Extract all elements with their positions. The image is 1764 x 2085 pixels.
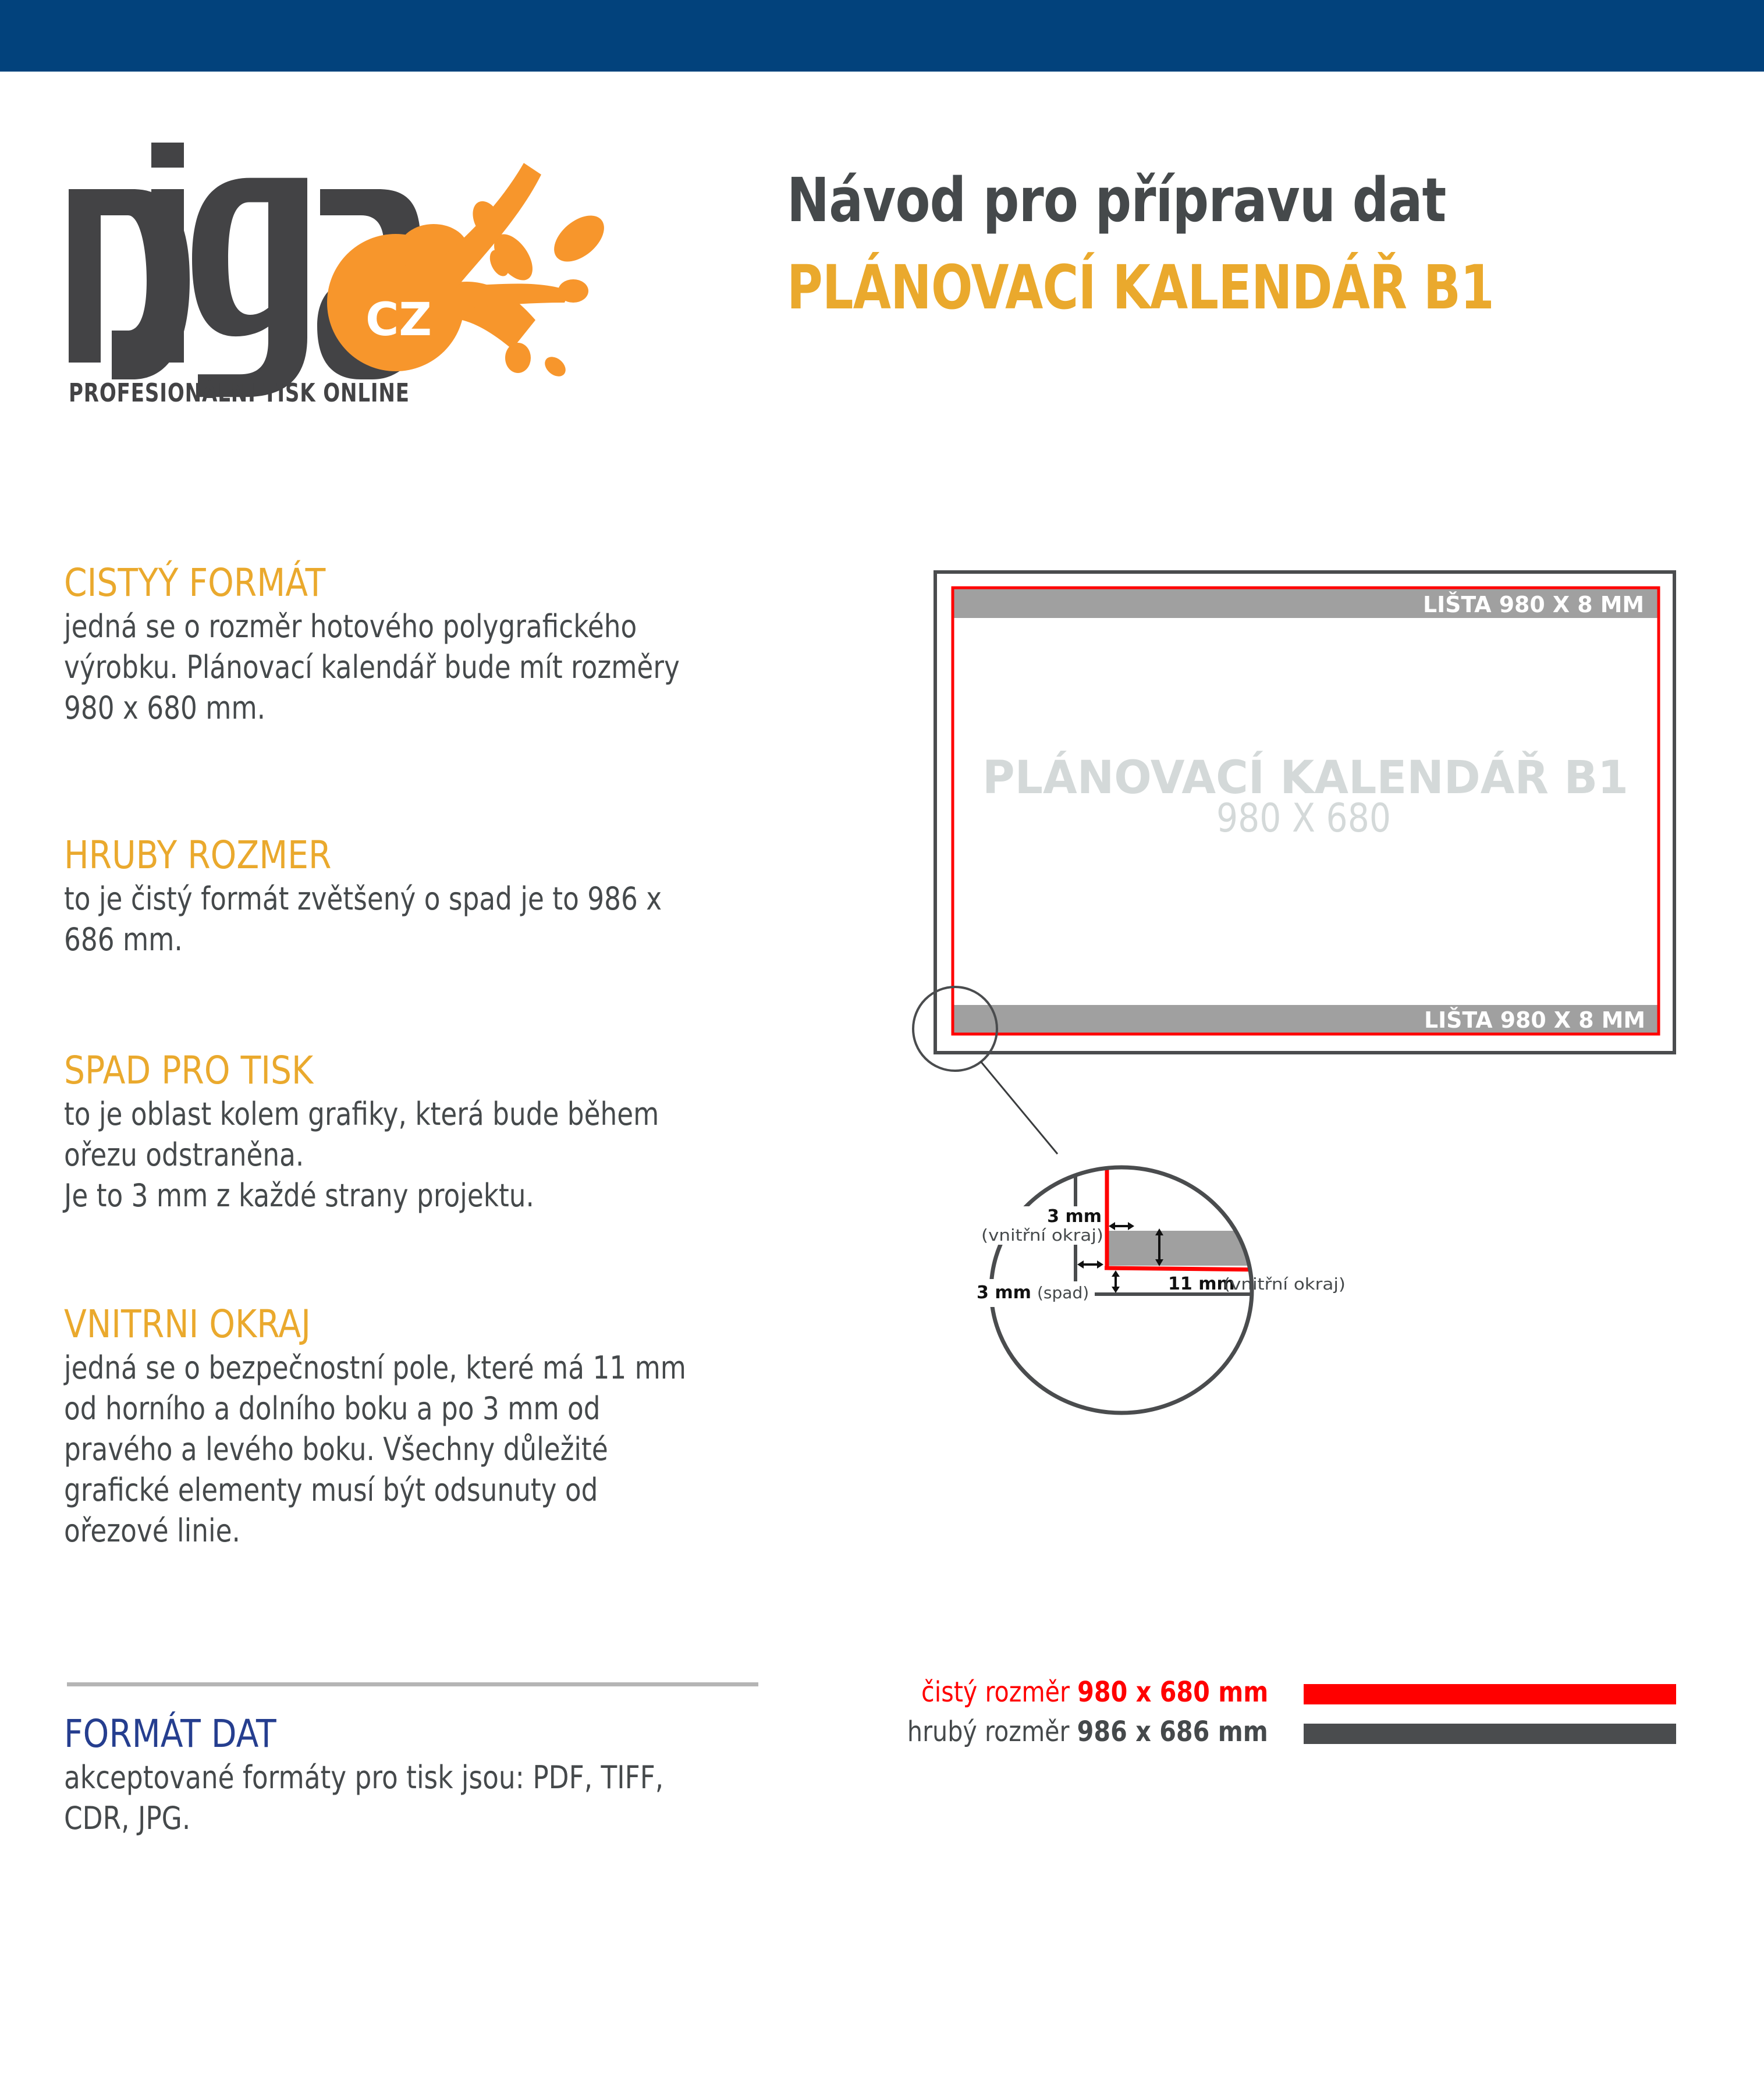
piga-logo [58, 128, 681, 419]
section-body: to je čistý formát zvětšený o spad je to 986 x 686 mm. [64, 880, 662, 958]
inner-bottom-label: (vnitřní okraj) [1223, 1274, 1346, 1294]
header-bar [0, 0, 1764, 72]
diagram-center-title: PLÁNOVACÍ KALENDÁŘ B1 [982, 752, 1646, 804]
legend-value: 986 x 686 mm [1077, 1715, 1268, 1748]
inner-side-value: 3 mm [1047, 1206, 1102, 1227]
inner-side-label: (vnitřní okraj) [981, 1226, 1103, 1245]
bleed-label: (spad) [1037, 1283, 1089, 1302]
section-body: jedná se o rozměr hotového polygrafického výrobku. Plánovací kalendář bude mít rozměry 980 x 680 mm. [64, 608, 680, 726]
logo-graphic [58, 128, 681, 419]
legend-swatch-gross [1304, 1724, 1676, 1744]
diagram-center-size: 980 X 680 [1216, 795, 1391, 841]
logo-badge-text: CZ [365, 294, 432, 346]
section-heading: SPAD PRO TISK [64, 1048, 314, 1093]
section-net-format [64, 560, 762, 729]
logo-letter-i [151, 189, 184, 363]
section-body: akceptované formáty pro tisk jsou: PDF, TIFF, CDR, JPG. [64, 1759, 664, 1837]
legend-swatch-net [1304, 1684, 1676, 1704]
logo-letter-g [192, 178, 307, 397]
section-gross-size [64, 832, 762, 960]
section-divider [67, 1682, 758, 1686]
logo-tagline: PROFESIONÁLNÍ TISK ONLINE [69, 378, 410, 408]
section-heading: HRUBY ROZMER [64, 833, 332, 878]
legend-value: 980 x 680 mm [1077, 1676, 1268, 1709]
magnifier-connector [981, 1061, 1057, 1154]
page-title: Návod pro přípravu dat [787, 165, 1446, 236]
section-body: jedná se o bezpečnostní pole, které má 11 mm od horního a dolního boku a po 3 mm od pravého a levého boku. Všechny důležité grafické elementy musí být odsunuty od ořezové linie. [64, 1349, 686, 1549]
section-inner-margin [64, 1301, 762, 1551]
legend-gross-size [907, 1715, 1268, 1748]
format-diagram [873, 547, 1717, 1466]
strip-top-label: LIŠTA 980 X 8 MM [1423, 592, 1644, 617]
strip-bottom-label: LIŠTA 980 X 8 MM [1424, 1007, 1645, 1033]
legend-label: hrubý rozměr [907, 1715, 1070, 1748]
section-heading: FORMÁT DAT [64, 1711, 276, 1756]
magnifier-detail [1076, 1123, 1269, 1294]
section-heading: CISTYÝ FORMÁT [64, 560, 326, 605]
product-title: PLÁNOVACÍ KALENDÁŘ B1 [787, 252, 1494, 323]
section-body: to je oblast kolem grafiky, která bude během ořezu odstraněna. Je to 3 mm z každé strany projektu. [64, 1096, 659, 1214]
bleed-value: 3 mm [977, 1283, 1031, 1303]
section-heading: VNITRNI OKRAJ [64, 1302, 311, 1347]
legend-label: čistý rozměr [921, 1676, 1070, 1709]
inner-bottom-value: 11 mm [1168, 1274, 1235, 1294]
logo-letter-i-dot [151, 143, 184, 168]
legend-net-size [921, 1676, 1268, 1709]
section-bleed [64, 1047, 762, 1216]
section-data-format [64, 1711, 762, 1839]
